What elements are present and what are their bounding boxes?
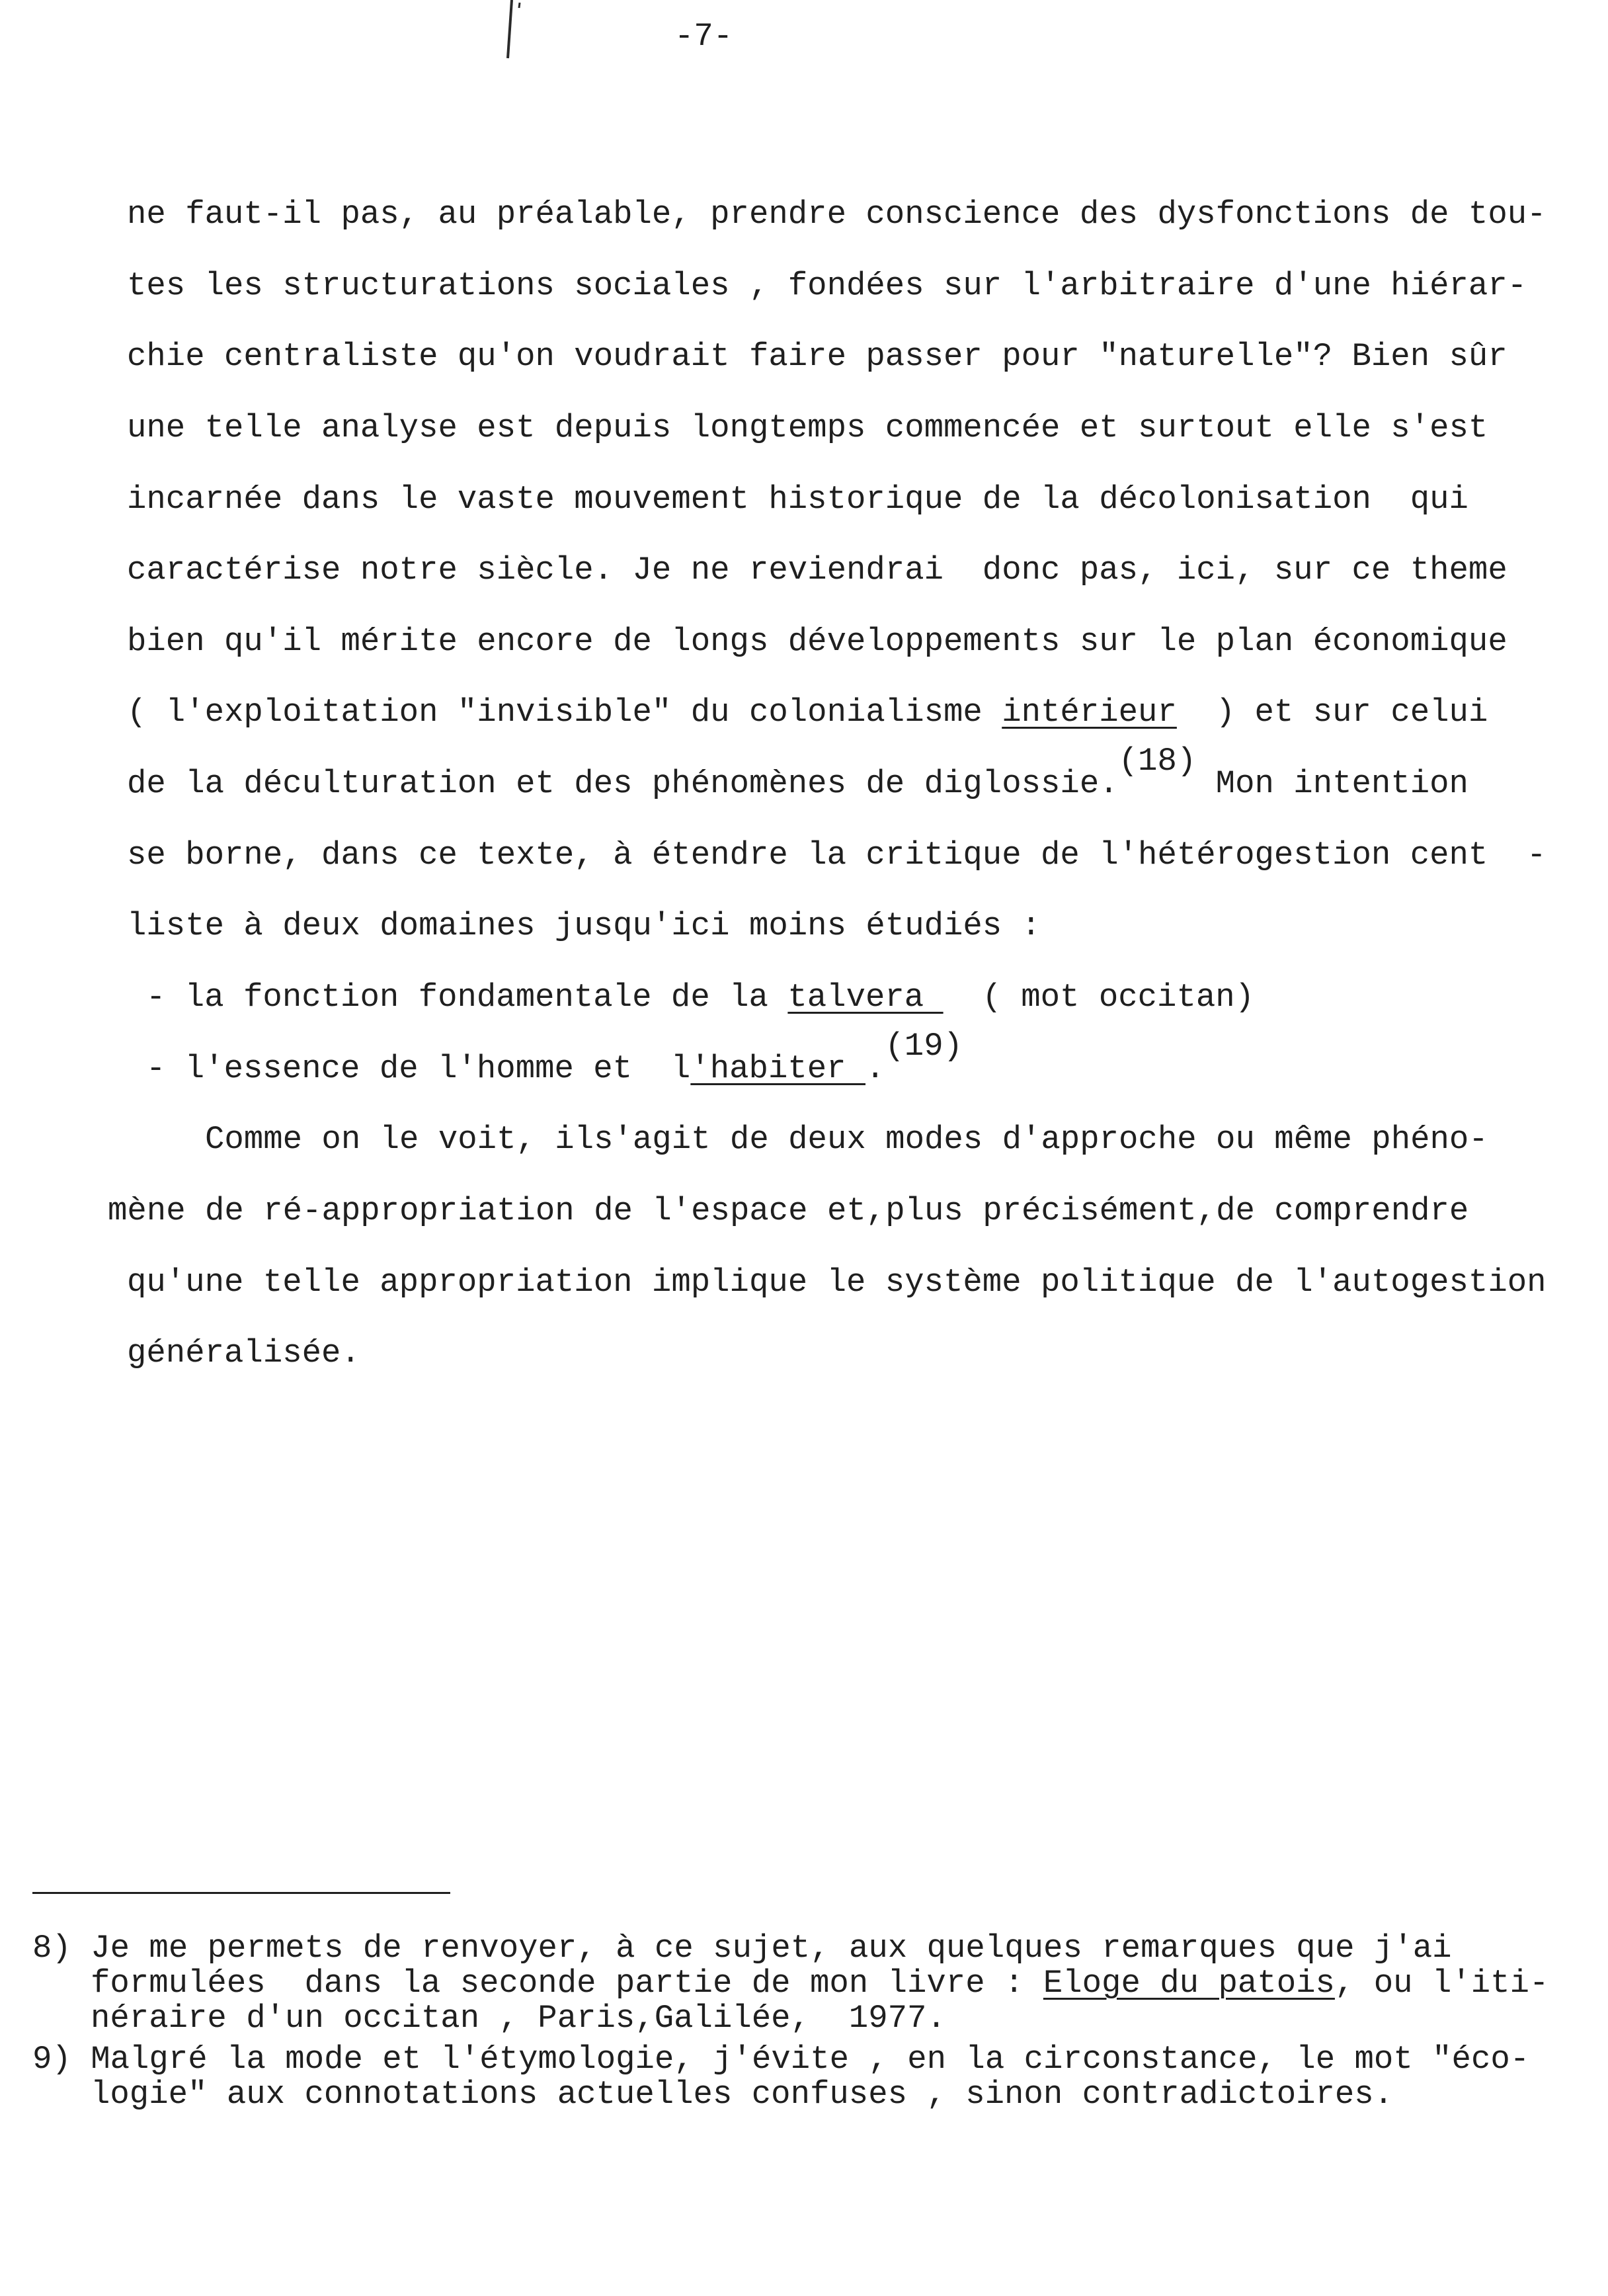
body-line: qu'une telle appropriation implique le système politique de l'autogestion bbox=[127, 1263, 1547, 1301]
footnote-line: logie" aux connotations actuelles confuses , sinon contradictoires. bbox=[91, 2076, 1394, 2113]
body-line: une telle analyse est depuis longtemps commencée et surtout elle s'est bbox=[127, 409, 1488, 446]
underlined-word: talvera bbox=[787, 979, 944, 1016]
body-line: ne faut-il pas, au préalable, prendre conscience des dysfonctions de tou- bbox=[127, 196, 1547, 233]
body-line: Comme on le voit, ils'agit de deux modes d'approche ou même phéno- bbox=[205, 1121, 1488, 1159]
line-segment: . bbox=[865, 1049, 885, 1087]
line-segment: ( l'exploitation "invisible" du colonialisme bbox=[127, 694, 1002, 731]
list-item bbox=[0, 1027, 1608, 1105]
footnote-19 bbox=[0, 2042, 1608, 2112]
line-segment: - la fonction fondamentale de la bbox=[146, 979, 788, 1016]
line-segment: , ou l'iti- bbox=[1334, 1965, 1549, 2002]
body-line bbox=[0, 677, 1608, 749]
book-title: Eloge du patois bbox=[1043, 1965, 1335, 2002]
body-line bbox=[0, 743, 1608, 820]
scan-mark bbox=[497, 0, 524, 63]
footnote-reference: (18) bbox=[1118, 743, 1197, 780]
list-item bbox=[0, 962, 1608, 1034]
footnote-line: néraire d'un occitan , Paris,Galilée, 1977. bbox=[91, 2000, 946, 2037]
body-line: bien qu'il mérite encore de longs développements sur le plan économique bbox=[127, 622, 1508, 660]
footnote-18 bbox=[0, 1931, 1608, 2036]
body-text bbox=[0, 179, 1608, 1389]
footnote-reference: (19) bbox=[885, 1027, 963, 1065]
line-segment: ) et sur celui bbox=[1176, 694, 1488, 731]
line-segment: - l'essence de l'homme et l bbox=[146, 1049, 691, 1087]
body-line: caractérise notre siècle. Je ne reviendrai donc pas, ici, sur ce theme bbox=[127, 552, 1508, 589]
body-line: généralisée. bbox=[127, 1334, 360, 1372]
body-line: incarnée dans le vaste mouvement historique de la décolonisation qui bbox=[127, 480, 1468, 518]
line-segment: Mon intention bbox=[1196, 765, 1468, 803]
underlined-word: 'habiter bbox=[690, 1049, 865, 1087]
footnote-line: 8) Je me permets de renvoyer, à ce sujet, aux quelques remarques que j'ai bbox=[32, 1930, 1452, 1967]
line-segment: formulées dans la seconde partie de mon livre : bbox=[91, 1965, 1043, 2002]
footnote-rule bbox=[32, 1892, 450, 1894]
body-line: se borne, dans ce texte, à étendre la critique de l'hétérogestion cent - bbox=[127, 836, 1547, 874]
body-line: tes les structurations sociales , fondées sur l'arbitraire d'une hiérar- bbox=[127, 266, 1527, 304]
body-line: mène de ré-appropriation de l'espace et,plus précisément,de comprendre bbox=[108, 1192, 1469, 1229]
underlined-word: intérieur bbox=[1002, 694, 1177, 731]
footnote-line: 9) Malgré la mode et l'étymologie, j'évite , en la circonstance, le mot "éco- bbox=[32, 2041, 1530, 2078]
footnote-line bbox=[0, 1966, 1608, 2001]
line-segment: ( mot occitan) bbox=[943, 979, 1255, 1016]
body-line: chie centraliste qu'on voudrait faire passer pour "naturelle"? Bien sûr bbox=[127, 338, 1508, 376]
body-line: liste à deux domaines jusqu'ici moins étudiés : bbox=[127, 907, 1041, 945]
line-segment: de la déculturation et des phénomènes de diglossie. bbox=[127, 765, 1119, 803]
page-number: -7- bbox=[674, 18, 733, 55]
